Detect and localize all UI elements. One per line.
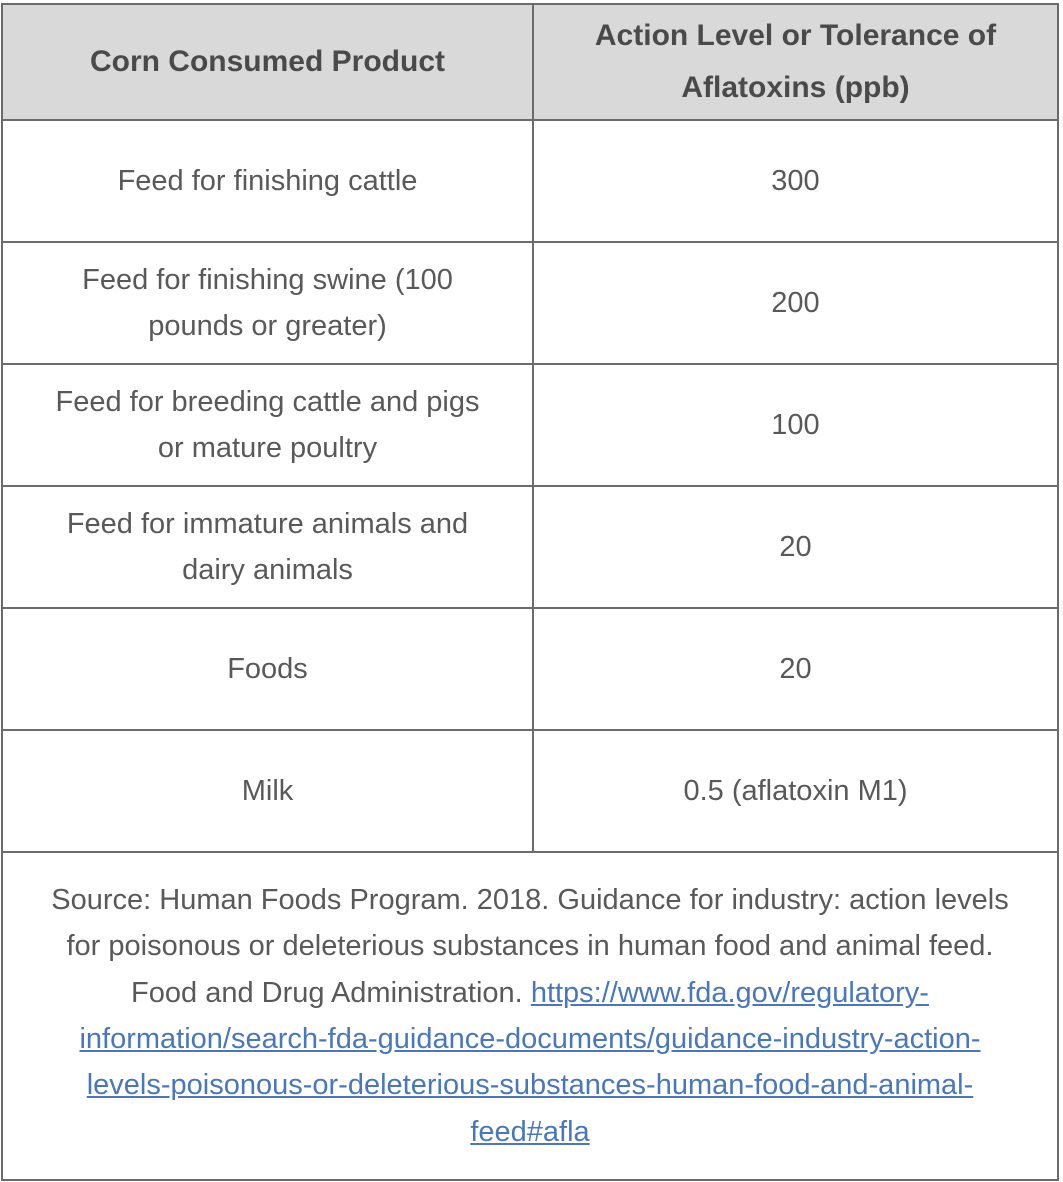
level-cell: 300	[533, 120, 1058, 242]
product-cell: Feed for finishing cattle	[2, 120, 533, 242]
column-header-action-level: Action Level or Tolerance of Aflatoxins (ppb)	[533, 4, 1058, 120]
level-cell: 100	[533, 364, 1058, 486]
source-link[interactable]: https://www.fda.gov/regulatory-information/search-fda-guidance-documents/guidance-industry-action-levels-poisonous-or-deleterious-substances-human-food-and-animal-feed#afla	[79, 976, 981, 1148]
table-row	[2, 608, 1058, 730]
level-cell: 200	[533, 242, 1058, 364]
column-header-product: Corn Consumed Product	[2, 4, 533, 120]
level-cell: 20	[533, 608, 1058, 730]
table-row	[2, 120, 1058, 242]
level-cell: 20	[533, 486, 1058, 608]
table-row	[2, 486, 1058, 608]
source-row	[2, 852, 1058, 1180]
product-cell: Feed for breeding cattle and pigs or mature poultry	[2, 364, 533, 486]
table-row	[2, 242, 1058, 364]
product-cell: Feed for immature animals and dairy animals	[2, 486, 533, 608]
aflatoxin-action-level-table	[1, 3, 1059, 1181]
table-row	[2, 364, 1058, 486]
table-row	[2, 730, 1058, 852]
product-cell: Feed for finishing swine (100 pounds or greater)	[2, 242, 533, 364]
header-row	[2, 4, 1058, 120]
level-cell: 0.5 (aflatoxin M1)	[533, 730, 1058, 852]
source-text: Source: Human Foods Program. 2018. Guidance for industry: action levels for poisonous or deleterious substances in human food and animal feed. Food and Drug Administration.	[51, 883, 1009, 1009]
product-cell: Foods	[2, 608, 533, 730]
product-cell: Milk	[2, 730, 533, 852]
source-note	[2, 852, 1058, 1180]
